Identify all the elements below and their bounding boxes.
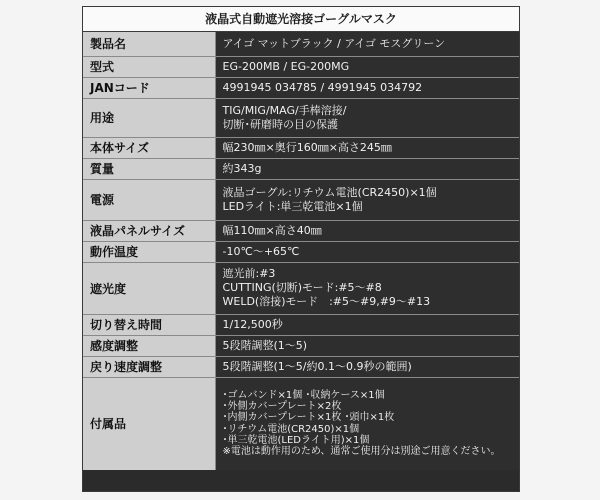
spec-value-usage — [215, 98, 519, 137]
spec-label-accessories: 付属品 — [83, 377, 215, 470]
spec-value-line: アイゴ マットブラック / アイゴ モスグリーン — [222, 36, 446, 50]
spec-value-line: 幅230㎜×奥行160㎜×高さ245㎜ — [222, 140, 392, 154]
spec-label-weight: 質量 — [83, 158, 215, 179]
spec-value-operating-temp — [215, 241, 519, 262]
spec-label-body-size: 本体サイズ — [83, 137, 215, 158]
spec-value-switching-time — [215, 314, 519, 335]
spec-row-usage — [83, 98, 519, 137]
spec-label-return-speed: 戻り速度調整 — [83, 356, 215, 377]
spec-value-model — [215, 56, 519, 77]
spec-row-switching-time — [83, 314, 519, 335]
spec-label-model: 型式 — [83, 56, 215, 77]
spec-label-sensitivity: 感度調整 — [83, 335, 215, 356]
spec-value-line: 1/12,500秒 — [222, 317, 283, 331]
spec-row-shade-level — [83, 262, 519, 314]
spec-value-line: -10℃～+65℃ — [222, 244, 300, 258]
spec-label-product-name: 製品名 — [83, 32, 215, 56]
spec-value-body-size — [215, 137, 519, 158]
spec-value-line: ･内側カバープレート×1枚 ･頭巾×1枚 — [222, 412, 395, 424]
spec-value-line: 液晶ゴーグル:リチウム電池(CR2450)×1個 — [222, 185, 437, 199]
spec-value-line: 5段階調整(1～5) — [222, 338, 308, 352]
spec-title: 液晶式自動遮光溶接ゴーグルマスク — [83, 7, 519, 32]
spec-label-jan-code: JANコード — [83, 77, 215, 98]
spec-value-shade-level — [215, 262, 519, 314]
spec-label-lcd-panel-size: 液晶パネルサイズ — [83, 220, 215, 241]
spec-value-jan-code — [215, 77, 519, 98]
spec-row-product-name — [83, 32, 519, 56]
spec-row-weight — [83, 158, 519, 179]
spec-value-line: 切断･研磨時の目の保護 — [222, 117, 338, 131]
spec-value-line: EG-200MB / EG-200MG — [222, 59, 350, 73]
spec-value-line: ･単三乾電池(LEDライト用)×1個 — [222, 435, 370, 447]
spec-label-power: 電源 — [83, 179, 215, 220]
spec-value-return-speed — [215, 356, 519, 377]
spec-value-line: ･ゴムバンド×1個 ･収納ケース×1個 — [222, 389, 385, 401]
spec-value-line: ･リチウム電池(CR2450)×1個 — [222, 423, 360, 435]
spec-table — [83, 32, 519, 470]
spec-row-body-size — [83, 137, 519, 158]
spec-label-usage: 用途 — [83, 98, 215, 137]
spec-label-switching-time: 切り替え時間 — [83, 314, 215, 335]
spec-sheet — [82, 6, 520, 492]
spec-value-line: 4991945 034785 / 4991945 034792 — [222, 80, 423, 94]
spec-value-sensitivity — [215, 335, 519, 356]
spec-label-shade-level: 遮光度 — [83, 262, 215, 314]
spec-value-product-name — [215, 32, 519, 56]
spec-row-accessories — [83, 377, 519, 470]
spec-row-jan-code — [83, 77, 519, 98]
spec-row-return-speed — [83, 356, 519, 377]
spec-value-line: 約343g — [222, 161, 262, 175]
spec-row-operating-temp — [83, 241, 519, 262]
spec-value-line: TIG/MIG/MAG/手棒溶接/ — [222, 103, 347, 117]
spec-row-sensitivity — [83, 335, 519, 356]
spec-value-line: 遮光前:#3 — [222, 267, 276, 280]
spec-value-line: ･外側カバープレート×2枚 — [222, 401, 342, 413]
spec-value-line: 幅110㎜×高さ40㎜ — [222, 223, 322, 237]
spec-value-lcd-panel-size — [215, 220, 519, 241]
spec-note: ※電池は動作用のため、通常ご使用分は別途ご用意ください。 — [222, 446, 501, 458]
spec-value-accessories — [215, 377, 519, 470]
spec-value-line: CUTTING(切断)モード:#5～#8 — [222, 281, 382, 294]
spec-value-weight — [215, 158, 519, 179]
spec-value-power — [215, 179, 519, 220]
spec-value-line: LEDライト:単三乾電池×1個 — [222, 199, 363, 213]
spec-value-line: 5段階調整(1～5/約0.1～0.9秒の範囲) — [222, 359, 412, 373]
spec-row-model — [83, 56, 519, 77]
spec-row-lcd-panel-size — [83, 220, 519, 241]
spec-value-line: WELD(溶接)モード :#5～#9,#9～#13 — [222, 295, 431, 308]
spec-row-power — [83, 179, 519, 220]
spec-label-operating-temp: 動作温度 — [83, 241, 215, 262]
